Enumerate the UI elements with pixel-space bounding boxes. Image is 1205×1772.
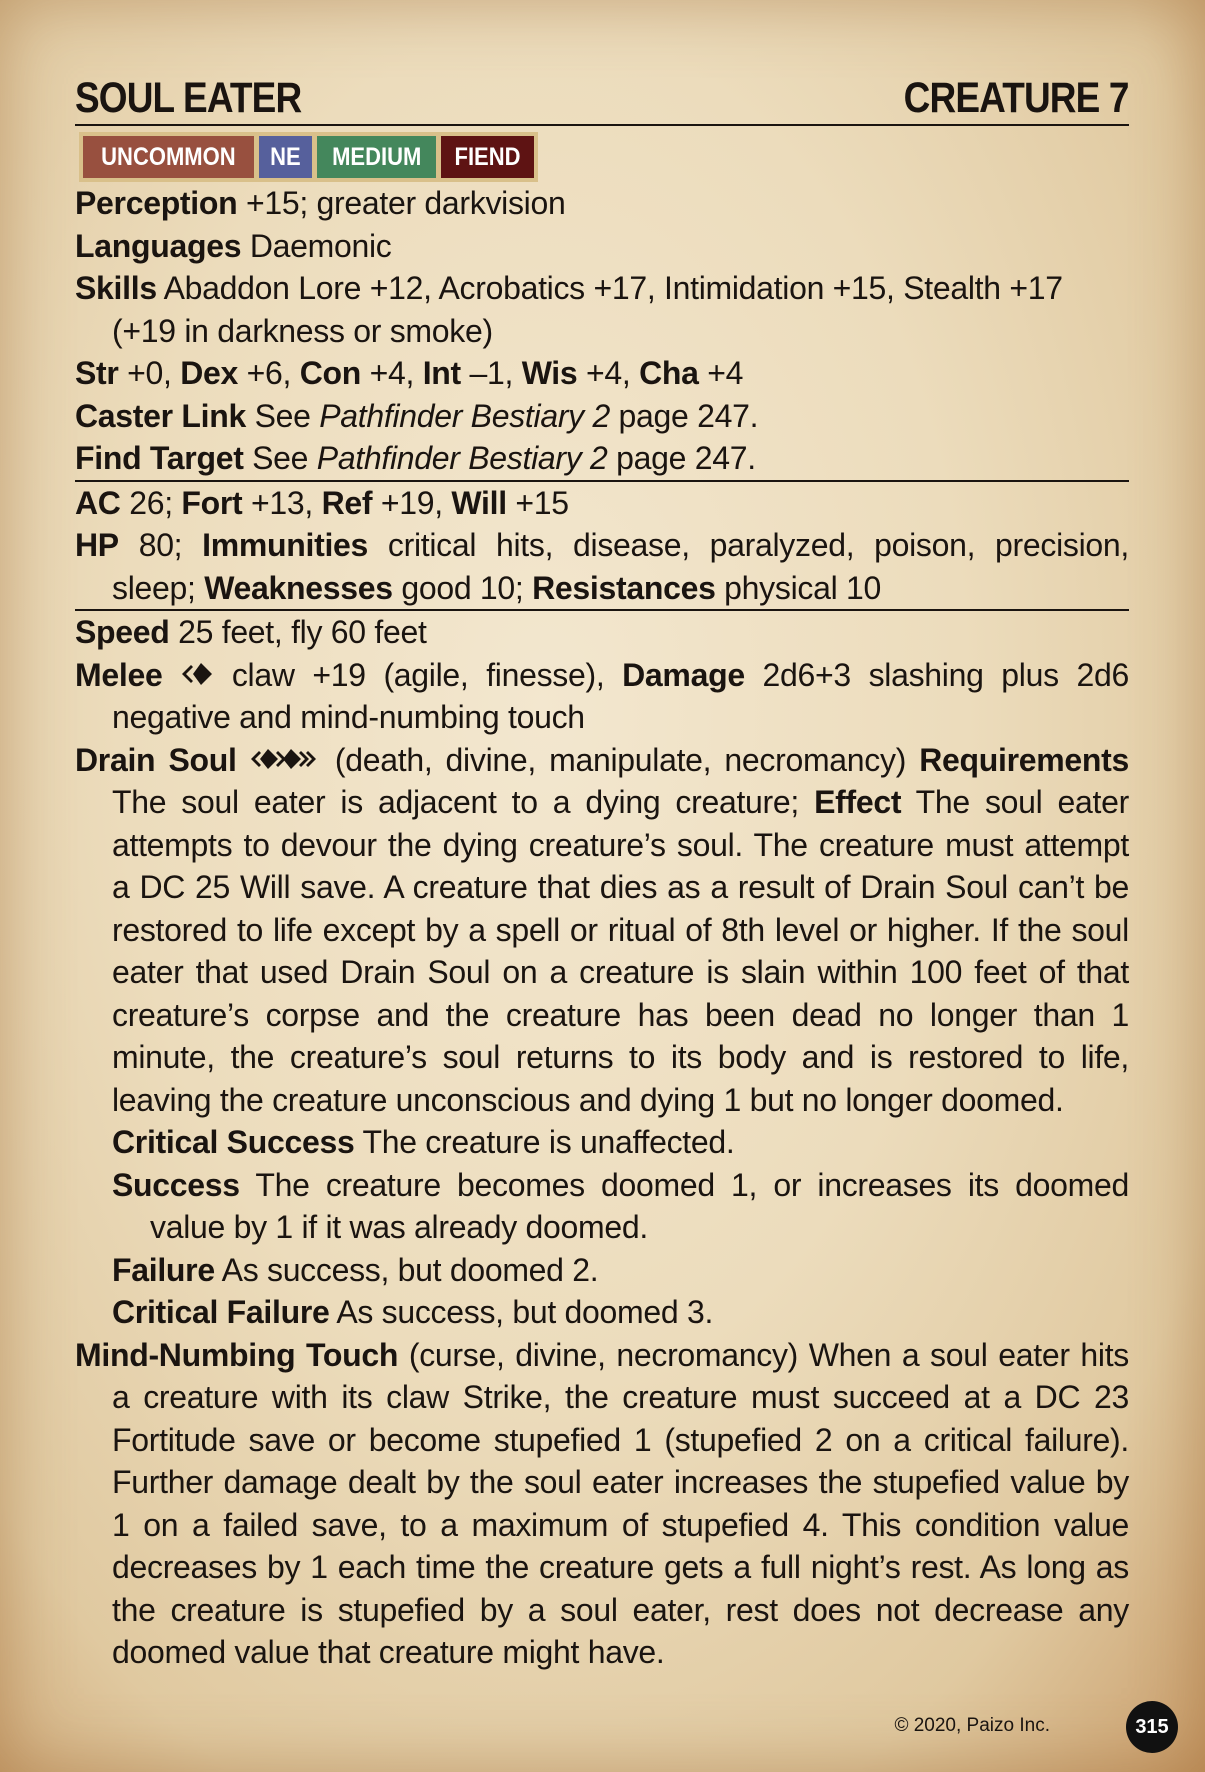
ability-scores-line: Str +0, Dex +6, Con +4, Int –1, Wis +4, Cha +4 [75, 355, 744, 391]
find-target-line: Find Target See Pathfinder Bestiary 2 page 247. [75, 440, 756, 476]
mind-numbing-touch-ability: Mind-Numbing Touch (curse, divine, necromancy) When a soul eater hits a creature with its claw Strike, the creature must succeed at a DC 23 Fortitude save or become stupefied 1 (stupefied 2 on a critical failure). Further damage dealt by the soul eater increases the stupefied value by 1 on a failed save, to a maximum of stupefied 4. This condition value decreases by 1 each time the creature gets a full night’s rest. As long as the creature is stupefied by a soul eater, rest does not decrease any doomed value that creature might have. [75, 1336, 1129, 1670]
speed-line: Speed 25 feet, fly 60 feet [75, 609, 1129, 654]
stat-block [75, 68, 1129, 1674]
perception-line: Perception +15; greater darkvision [75, 185, 566, 221]
melee-line: Melee claw +19 (agile, finesse), Damage 2d6+3 slashing plus 2d6 negative and mind-numbing touch [75, 656, 1129, 735]
drain-soul-ability: Drain Soul (death, divine, manipulate, necromancy) Requirements The soul eater is adjacent to a dying creature; Effect The soul eater attempts to devour the dying creature’s soul. The creature must attempt a DC 25 Will save. A creature that dies as a result of Drain Soul can’t be restored to life except by a spell or ritual of 8th level or higher. If the soul eater that used Drain Soul on a creature is slain within 100 feet of that creature’s corpse and the creature has been dead no longer than 1 minute, the creature’s soul returns to its body and is restored to life, leaving the creature unconscious and dying 1 but no longer doomed. [75, 741, 1129, 1118]
trait-rarity: UNCOMMON [83, 136, 254, 178]
hp-line: HP 80; Immunities critical hits, disease, paralyzed, poison, precision, sleep; Weaknesses good 10; Resistances physical 10 [75, 527, 1129, 606]
defense-line: AC 26; Fort +13, Ref +19, Will +15 [75, 480, 1129, 525]
trait-list [79, 132, 538, 182]
one-action-icon [180, 659, 214, 689]
title-row [75, 68, 1129, 126]
creature-name: SOUL EATER [75, 74, 302, 122]
page-number-badge: 315 [1126, 1701, 1178, 1753]
skills-line: Skills Abaddon Lore +12, Acrobatics +17, Intimidation +15, Stealth +17 (+19 in darkness or smoke) [75, 270, 1063, 349]
critical-success-entry: Critical Success The creature is unaffected. [112, 1124, 735, 1160]
copyright-notice: © 2020, Paizo Inc. [894, 1715, 1050, 1736]
trait-alignment: NE [259, 136, 312, 178]
trait-size: MEDIUM [317, 136, 436, 178]
creature-level: CREATURE 7 [904, 74, 1129, 122]
trait-type: FIEND [441, 136, 534, 178]
three-actions-icon [250, 744, 322, 774]
success-entry: Success The creature becomes doomed 1, or increases its doomed value by 1 if it was already doomed. [112, 1166, 1129, 1245]
critical-failure-entry: Critical Failure As success, but doomed 3. [112, 1294, 714, 1330]
caster-link-line: Caster Link See Pathfinder Bestiary 2 page 247. [75, 397, 759, 434]
failure-entry: Failure As success, but doomed 2. [112, 1251, 599, 1288]
languages-line: Languages Daemonic [75, 227, 392, 264]
